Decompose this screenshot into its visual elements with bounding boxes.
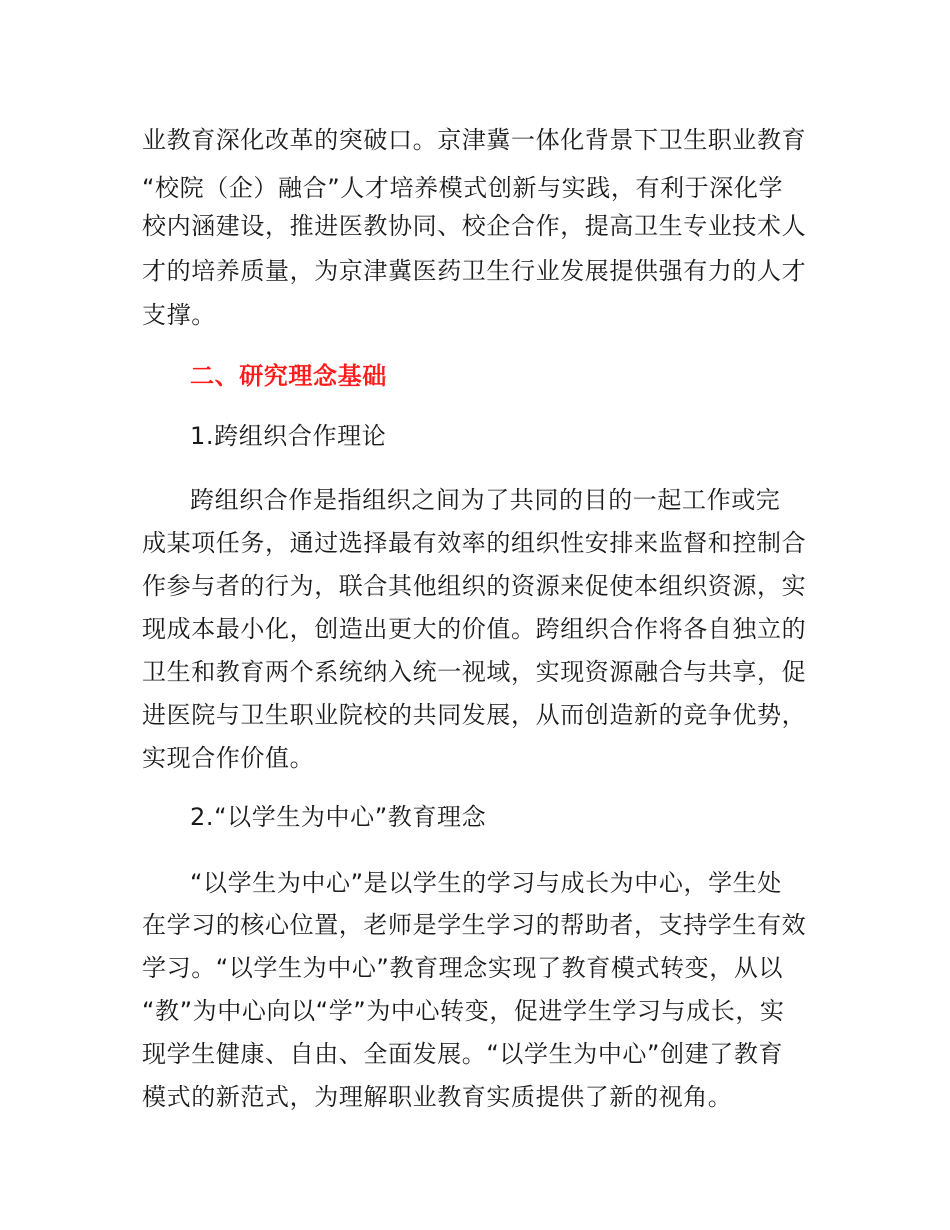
intro-line: 校内涵建设，推进医教协同、校企合作，提高卫生专业技术人: [142, 212, 807, 240]
intro-line: 才的培养质量，为京津冀医药卫生行业发展提供强有力的人才: [142, 257, 807, 285]
subsection-1-title: 1.跨组织合作理论: [190, 422, 387, 450]
subsection-1-line: 实现合作价值。: [142, 744, 315, 772]
intro-line: “校院（企）融合”人才培养模式创新与实践，有利于深化学: [142, 174, 784, 202]
subsection-2-line: “教”为中心向以“学”为中心转变，促进学生学习与成长，实: [142, 997, 785, 1025]
subsection-1-line: 卫生和教育两个系统纳入统一视域，实现资源融合与共享，促: [142, 658, 807, 686]
subsection-2-line: “以学生为中心”是以学生的学习与成长为中心，学生处: [190, 869, 782, 897]
intro-line: 业教育深化改革的突破口。京津冀一体化背景下卫生职业教育: [142, 126, 807, 154]
subsection-2-title: 2.“以学生为中心”教育理念: [190, 803, 487, 831]
subsection-1-line: 进医院与卫生职业院校的共同发展，从而创造新的竞争优势，: [142, 701, 807, 729]
subsection-2-line: 在学习的核心位置，老师是学生学习的帮助者，支持学生有效: [142, 911, 807, 939]
subsection-2-line: 学习。“以学生为中心”教育理念实现了教育模式转变，从以: [142, 954, 784, 982]
subsection-2-line: 现学生健康、自由、全面发展。“以学生为中心”创建了教育: [142, 1040, 784, 1068]
section-heading: 二、研究理念基础: [190, 362, 387, 390]
subsection-1-line: 现成本最小化，创造出更大的价值。跨组织合作将各自独立的: [142, 615, 807, 643]
intro-line: 支撑。: [142, 301, 216, 329]
subsection-1-line: 作参与者的行为，联合其他组织的资源来促使本组织资源，实: [142, 572, 807, 600]
subsection-1-line: 成某项任务，通过选择最有效率的组织性安排来监督和控制合: [142, 529, 807, 557]
subsection-2-line: 模式的新范式，为理解职业教育实质提供了新的视角。: [142, 1083, 733, 1111]
subsection-1-line: 跨组织合作是指组织之间为了共同的目的一起工作或完: [190, 486, 781, 514]
